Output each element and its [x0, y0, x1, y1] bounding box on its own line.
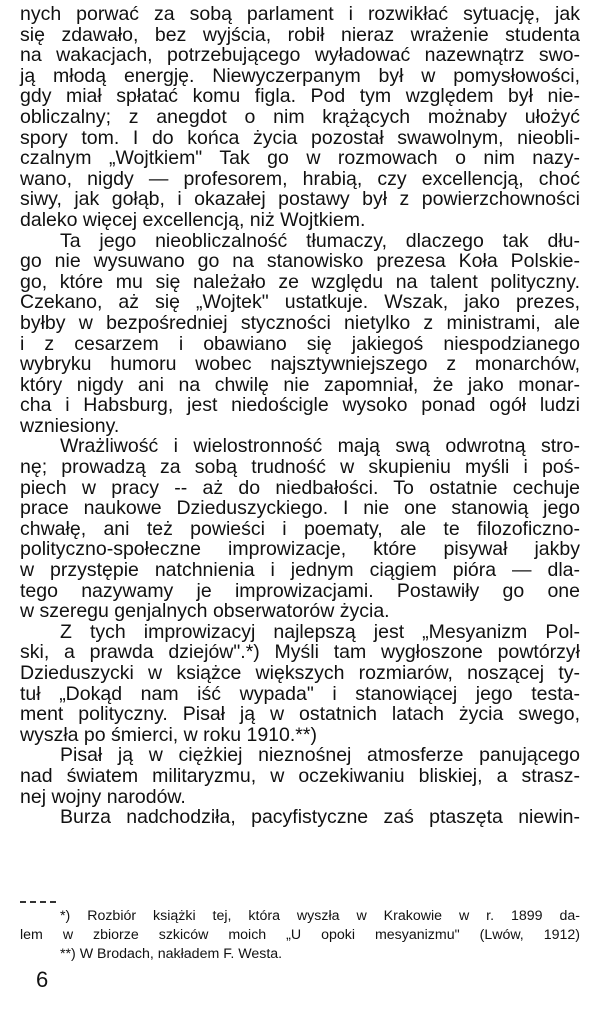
footnote-line: **) W Brodach, nakładem F. Westa. — [60, 946, 283, 962]
paragraph — [20, 231, 580, 437]
text-line: Pisał ją w ciężkiej nieznośnej atmosferze panującego — [60, 744, 580, 767]
footnote-separator — [20, 901, 56, 903]
text-line: nę; prowadzą za sobą trudność w skupieniu myśli i poś- — [20, 456, 580, 479]
text-line: obliczalny; z anegdot o nim krążących możnaby ułożyć — [20, 105, 580, 128]
text-line: i z cesarzem i obawiano się jakiegoś niespodzianego — [20, 332, 580, 355]
text-line: nych porwać za sobą parlament i rozwikłać sytuację, jak — [20, 3, 580, 25]
text-line: cha i Habsburg, jest niedościgle wysoko ponad ogół ludzi — [20, 394, 580, 417]
text-line: wano, nigdy — profesorem, hrabią, czy excellencją, choć — [20, 167, 580, 190]
footnote-line: *) Rozbiór książki tej, która wyszła w Krakowie w r. 1899 da- — [60, 908, 580, 924]
text-line: chwałę, ani też powieści i poematy, ale te filozoficzno- — [20, 517, 580, 540]
text-line: tuł „Dokąd nam iść wypada" i stanowiącej jego testa- — [20, 682, 580, 705]
page-number: 6 — [36, 967, 49, 992]
text-line: w przystępie natchnienia i jednym ciągiem pióra — dla- — [20, 559, 580, 582]
text-line: go nie wysuwano go na stanowisko prezesa Koła Polskie- — [20, 250, 580, 273]
paragraph — [20, 436, 580, 621]
footnotes — [20, 907, 580, 964]
text-line: w szeregu genjalnych obserwatorów życia. — [20, 600, 390, 623]
text-line: daleko więcej excellencją, niż Wojtkiem. — [20, 208, 366, 231]
text-line: na wakacjach, potrzebującego wyładować nazewnątrz swo- — [20, 44, 580, 67]
text-line: Burza nadchodziła, pacyfistyczne zaś ptaszęta niewin- — [60, 806, 580, 829]
text-line: ment polityczny. Pisał ją w ostatnich latach życia swego, — [20, 703, 580, 726]
text-line: się zdawało, bez wyjścia, robił nieraz wrażenie studenta — [20, 23, 580, 46]
text-line: spory tom. I do końca życia pozostał swawolnym, nieobli- — [20, 126, 580, 149]
text-line: siwy, jak gołąb, i okazałej postawy był z powierzchowności — [20, 188, 580, 211]
paragraph — [20, 622, 580, 746]
text-line: Wrażliwość i wielostronność mają swą odwrotną stro- — [60, 435, 580, 458]
paragraph — [20, 4, 580, 231]
text-line: polityczno-społeczne improwizacje, które pisywał jakby — [20, 538, 580, 561]
paragraph — [20, 807, 580, 828]
paragraph — [20, 745, 580, 807]
text-line: ski, a prawda dziejów".*) Myśli tam wygłoszone powtórzył — [20, 641, 580, 664]
text-line: ją młodą energję. Niewyczerpanym był w pomysłowości, — [20, 64, 580, 87]
text-line: który nigdy ani na chwilę nie zapomniał, że jako monar- — [20, 373, 580, 396]
text-line: wzniesiony. — [20, 414, 120, 437]
text-line: wyszła po śmierci, w roku 1910.**) — [20, 723, 317, 746]
footnote-line: lem w zbiorze szkiców moich „U opoki mesyanizmu" (Lwów, 1912) — [20, 927, 580, 943]
text-line: nad światem militaryzmu, w oczekiwaniu bliskiej, a strasz- — [20, 764, 580, 787]
body-text — [20, 4, 580, 828]
text-line: byłby w bezpośredniej styczności nietylko z ministrami, ale — [20, 311, 580, 334]
text-line: Dzieduszycki w książce większych rozmiarów, noszącej ty- — [20, 662, 580, 684]
text-line: prace naukowe Dzieduszyckiego. I nie one stanowią jego — [20, 497, 580, 520]
text-line: Ta jego nieobliczalność tłumaczy, dlaczego tak dłu- — [60, 229, 580, 252]
text-line: tego nazywamy je improwizacjami. Postawiły go one — [20, 579, 580, 602]
text-line: piech w pracy -- aż do niedbałości. To ostatnie cechuje — [20, 476, 580, 499]
text-line: Z tych improwizacyj najlepszą jest „Mesyanizm Pol- — [60, 620, 580, 643]
text-line: gdy miał spłatać komu figla. Pod tym względem był nie- — [20, 85, 580, 108]
text-line: Czekano, aż się „Wojtek" ustatkuje. Wszak, jako prezes, — [20, 291, 580, 314]
text-line: nej wojny narodów. — [20, 785, 186, 808]
text-line: go, które mu się należało ze względu na talent polityczny. — [20, 270, 580, 293]
text-line: wybryku humoru wobec najsztywniejszego z monarchów, — [20, 353, 580, 376]
text-line: czalnym „Wojtkiem" Tak go w rozmowach o nim nazy- — [20, 147, 580, 170]
